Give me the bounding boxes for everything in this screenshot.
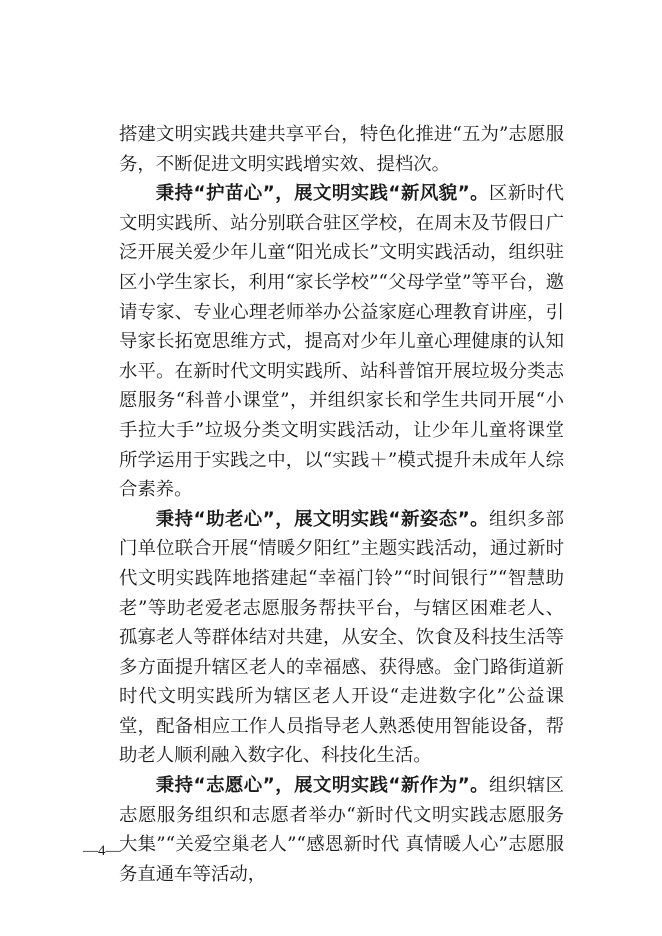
body-text [119,120,564,889]
paragraph-help-elderly [119,505,564,771]
paragraph-heading: 秉持“助老心”，展文明实践“新姿态”。 [155,508,489,530]
paragraph-heading: 秉持“护苗心”，展文明实践“新风貌”。 [155,183,489,205]
paragraph-heading: 秉持“志愿心”，展文明实践“新作为”。 [155,775,489,797]
paragraph-continuation [119,120,564,179]
paragraph-body: 搭建文明实践共建共享平台，特色化推进“五为”志愿服务，不断促进文明实践增实效、提档次。 [119,124,564,175]
paragraph-volunteer [119,771,564,889]
page-number: —4— [83,843,121,859]
paragraph-body: 组织多部门单位联合开展“情暖夕阳红”主题实践活动，通过新时代文明实践阵地搭建起“幸福门铃”“时间银行”“智慧助老”等助老爱老志愿服务帮扶平台，与辖区困难老人、孤寡老人等群体结对共建，从安全、饮食及科技生活等多方面提升辖区老人的幸福感、获得感。金门路街道新时代文明实践所为辖区老人开设“走进数字化”公益课堂，配备相应工作人员指导老人熟悉使用智能设备，帮助老人顺利融入数字化、科技化生活。 [119,508,564,767]
paragraph-body: 组织辖区志愿服务组织和志愿者举办“新时代文明实践志愿服务大集”“关爱空巢老人”“感恩新时代 真情暖人心”志愿服务直通车等活动， [119,775,564,885]
paragraph-protect-youth [119,179,564,505]
paragraph-body: 区新时代文明实践所、站分别联合驻区学校，在周末及节假日广泛开展关爱少年儿童“阳光成长”文明实践活动，组织驻区小学生家长，利用“家长学校”“父母学堂”等平台，邀请专家、专业心理老师举办公益家庭心理教育讲座，引导家长拓宽思维方式，提高对少年儿童心理健康的认知水平。在新时代文明实践所、站科普馆开展垃圾分类志愿服务“科普小课堂”，并组织家长和学生共同开展“小手拉大手”垃圾分类文明实践活动，让少年儿童将课堂所学运用于实践之中，以“实践＋”模式提升未成年人综合素养。 [119,183,564,501]
